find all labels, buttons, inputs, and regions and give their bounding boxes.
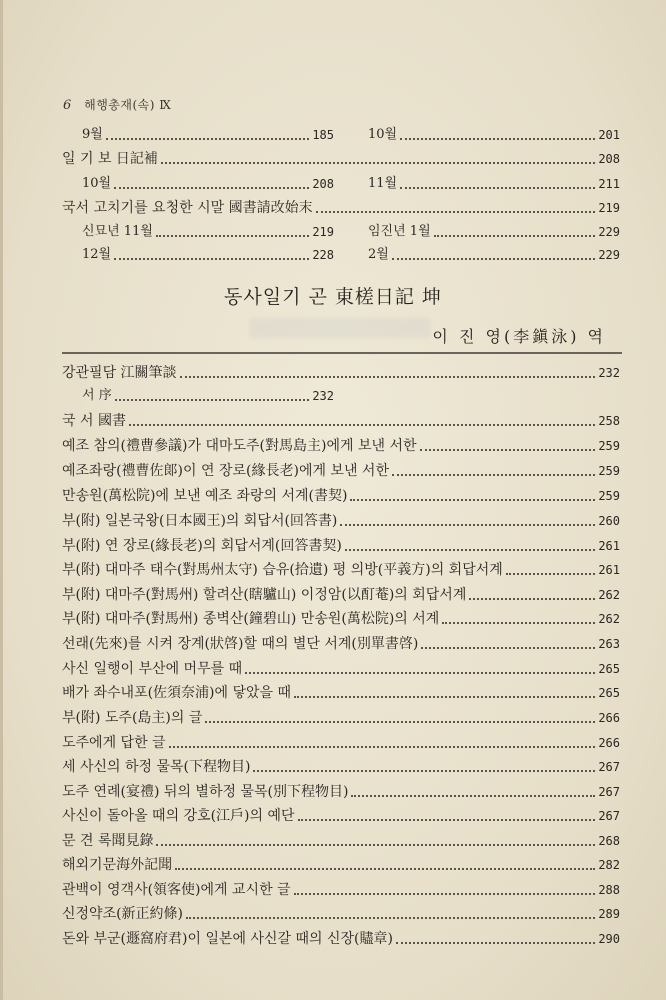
toc-entry[interactable]: 돈와 부군(遯窩府君)이 일본에 사신갈 때의 신장(贐章) 290 xyxy=(62,931,620,947)
toc-entry[interactable]: 문 견 록聞見錄 268 xyxy=(62,833,620,849)
toc-entry[interactable]: 12월 228 xyxy=(82,247,334,262)
toc-entry[interactable]: 2월 229 xyxy=(368,247,620,262)
toc-entry[interactable]: 국 서 國書 258 xyxy=(62,413,620,429)
toc-entry[interactable]: 선래(先來)를 시켜 장계(狀啓)할 때의 별단 서계(別單書啓) 263 xyxy=(62,636,620,652)
toc-entry[interactable]: 강관필담 江關筆談 232 xyxy=(62,365,620,381)
toc-entry[interactable]: 세 사신의 하정 물목(下程物目) 267 xyxy=(62,759,620,775)
running-header xyxy=(63,96,171,113)
toc-entry[interactable]: 임진년 1월 229 xyxy=(368,224,620,239)
toc-entry[interactable]: 11월 211 xyxy=(368,176,620,191)
toc-entry[interactable]: 부(附) 대마주(對馬州) 종벽산(鐘碧山) 만송원(萬松院)의 서계 262 xyxy=(62,611,620,627)
page-number: 6 xyxy=(63,98,72,113)
toc-entry[interactable]: 부(附) 연 장로(緣長老)의 회답서계(回答書契) 261 xyxy=(62,538,620,554)
toc-entry[interactable]: 부(附) 대마주(對馬州) 할려산(瞎驢山) 이정암(以酊菴)의 회답서계 262 xyxy=(62,587,620,603)
toc-entry[interactable]: 부(附) 일본국왕(日本國王)의 회답서(回答書) 260 xyxy=(62,513,620,529)
header-title: 해행총재(속) Ⅸ xyxy=(84,98,172,112)
toc-entry[interactable]: 부(附) 대마주 태수(對馬州太守) 습유(拾遺) 평 의방(平義方)의 회답서계 261 xyxy=(62,562,620,578)
toc-entry[interactable]: 관백이 영객사(領客使)에게 교시한 글 288 xyxy=(62,882,620,898)
page-edge xyxy=(0,0,3,1000)
toc-entry[interactable]: 국서 고치기를 요청한 시말 國書請改始末 219 xyxy=(62,200,620,216)
toc-entry[interactable]: 예조 참의(禮曹參議)가 대마도주(對馬島主)에게 보낸 서한 259 xyxy=(62,438,620,454)
toc-entry[interactable]: 부(附) 도주(島主)의 글 266 xyxy=(62,710,620,726)
toc-subentry[interactable]: 서 序 232 xyxy=(82,388,334,403)
toc-entry[interactable]: 9월 185 xyxy=(82,127,334,142)
toc-entry[interactable]: 만송원(萬松院)에 보낸 예조 좌랑의 서계(書契) 259 xyxy=(62,488,620,504)
toc-entry[interactable]: 해외기문海外記聞 282 xyxy=(62,857,620,873)
toc-entry[interactable]: 예조좌랑(禮曹佐郞)이 연 장로(緣長老)에게 보낸 서한 259 xyxy=(62,463,620,479)
toc-entry[interactable]: 일 기 보 日記補 208 xyxy=(62,151,620,167)
bleed-through-shadow xyxy=(250,318,430,338)
translator-credit: 이 진 영(李鎭泳) 역 xyxy=(432,327,606,346)
toc-entry[interactable]: 도주에게 답한 글 266 xyxy=(62,735,620,751)
toc-entry[interactable]: 배가 좌수내포(佐須奈浦)에 닿았을 때 265 xyxy=(62,685,620,701)
toc-entry[interactable]: 10월 208 xyxy=(82,176,334,191)
toc-entry[interactable]: 10월 201 xyxy=(368,127,620,142)
toc-entry[interactable]: 신묘년 11월 219 xyxy=(82,224,334,239)
toc-entry[interactable]: 신정약조(新正約條) 289 xyxy=(62,906,620,922)
toc-entry[interactable]: 사신이 돌아올 때의 강호(江戶)의 예단 267 xyxy=(62,808,620,824)
toc-entry[interactable]: 도주 연례(宴禮) 뒤의 별하정 물목(別下程物目) 267 xyxy=(62,784,620,800)
toc-entry[interactable]: 사신 일행이 부산에 머무를 때 265 xyxy=(62,661,620,677)
section-title: 동사일기 곤 東槎日記 坤 xyxy=(224,286,442,308)
divider-rule xyxy=(62,352,622,354)
